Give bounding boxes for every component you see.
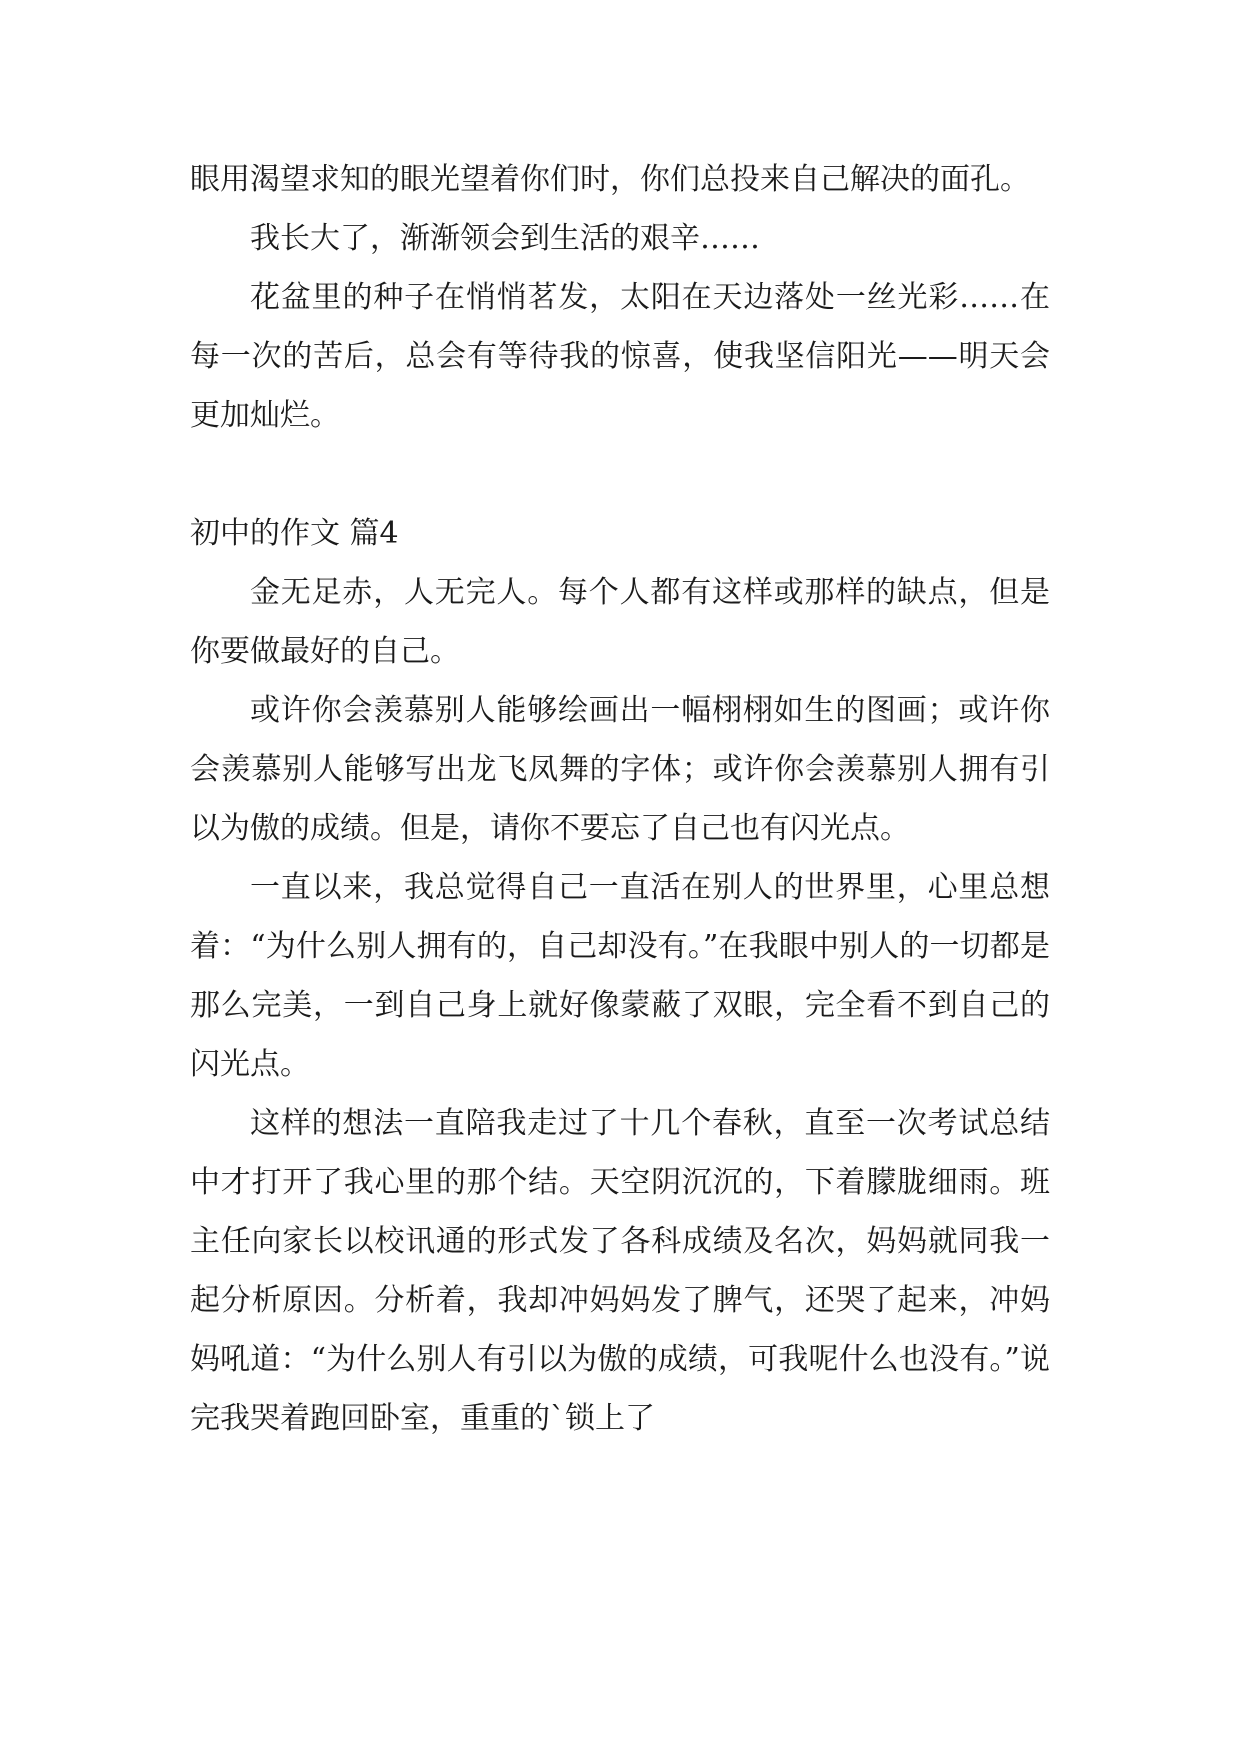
paragraph-exam-summary: 这样的想法一直陪我走过了十几个春秋，直至一次考试总结中才打开了我心里的那个结。天空阴沉沉的，下着朦胧细雨。班主任向家长以校讯通的形式发了各科成绩及名次，妈妈就同我一起分析原因。分析着，我却冲妈妈发了脾气，还哭了起来，冲妈妈吼道：“为什么别人有引以为傲的成绩，可我呢什么也没有。”说完我哭着跑回卧室，重重的`锁上了	[190, 1106, 1050, 1436]
document-body	[190, 150, 1050, 1448]
paragraph-continuation: 眼用渴望求知的眼光望着你们时，你们总投来自己解决的面孔。	[190, 162, 1030, 197]
paragraph-envy-others: 或许你会羡慕别人能够绘画出一幅栩栩如生的图画；或许你会羡慕别人能够写出龙飞凤舞的字体；或许你会羡慕别人拥有引以为傲的成绩。但是，请你不要忘了自己也有闪光点。	[190, 693, 1050, 846]
paragraph-growing-up: 我长大了，渐渐领会到生活的艰辛……	[250, 221, 760, 256]
paragraph-seeds: 花盆里的种子在悄悄茗发，太阳在天边落处一丝光彩……在每一次的苦后，总会有等待我的惊喜，使我坚信阳光——明天会更加灿烂。	[190, 280, 1050, 433]
paragraph-no-one-perfect: 金无足赤，人无完人。每个人都有这样或那样的缺点，但是你要做最好的自己。	[190, 575, 1050, 669]
paragraph-others-world: 一直以来，我总觉得自己一直活在别人的世界里，心里总想着：“为什么别人拥有的，自己却没有。”在我眼中别人的一切都是那么完美，一到自己身上就好像蒙蔽了双眼，完全看不到自己的闪光点。	[190, 870, 1050, 1082]
section-heading: 初中的作文 篇4	[190, 516, 399, 551]
